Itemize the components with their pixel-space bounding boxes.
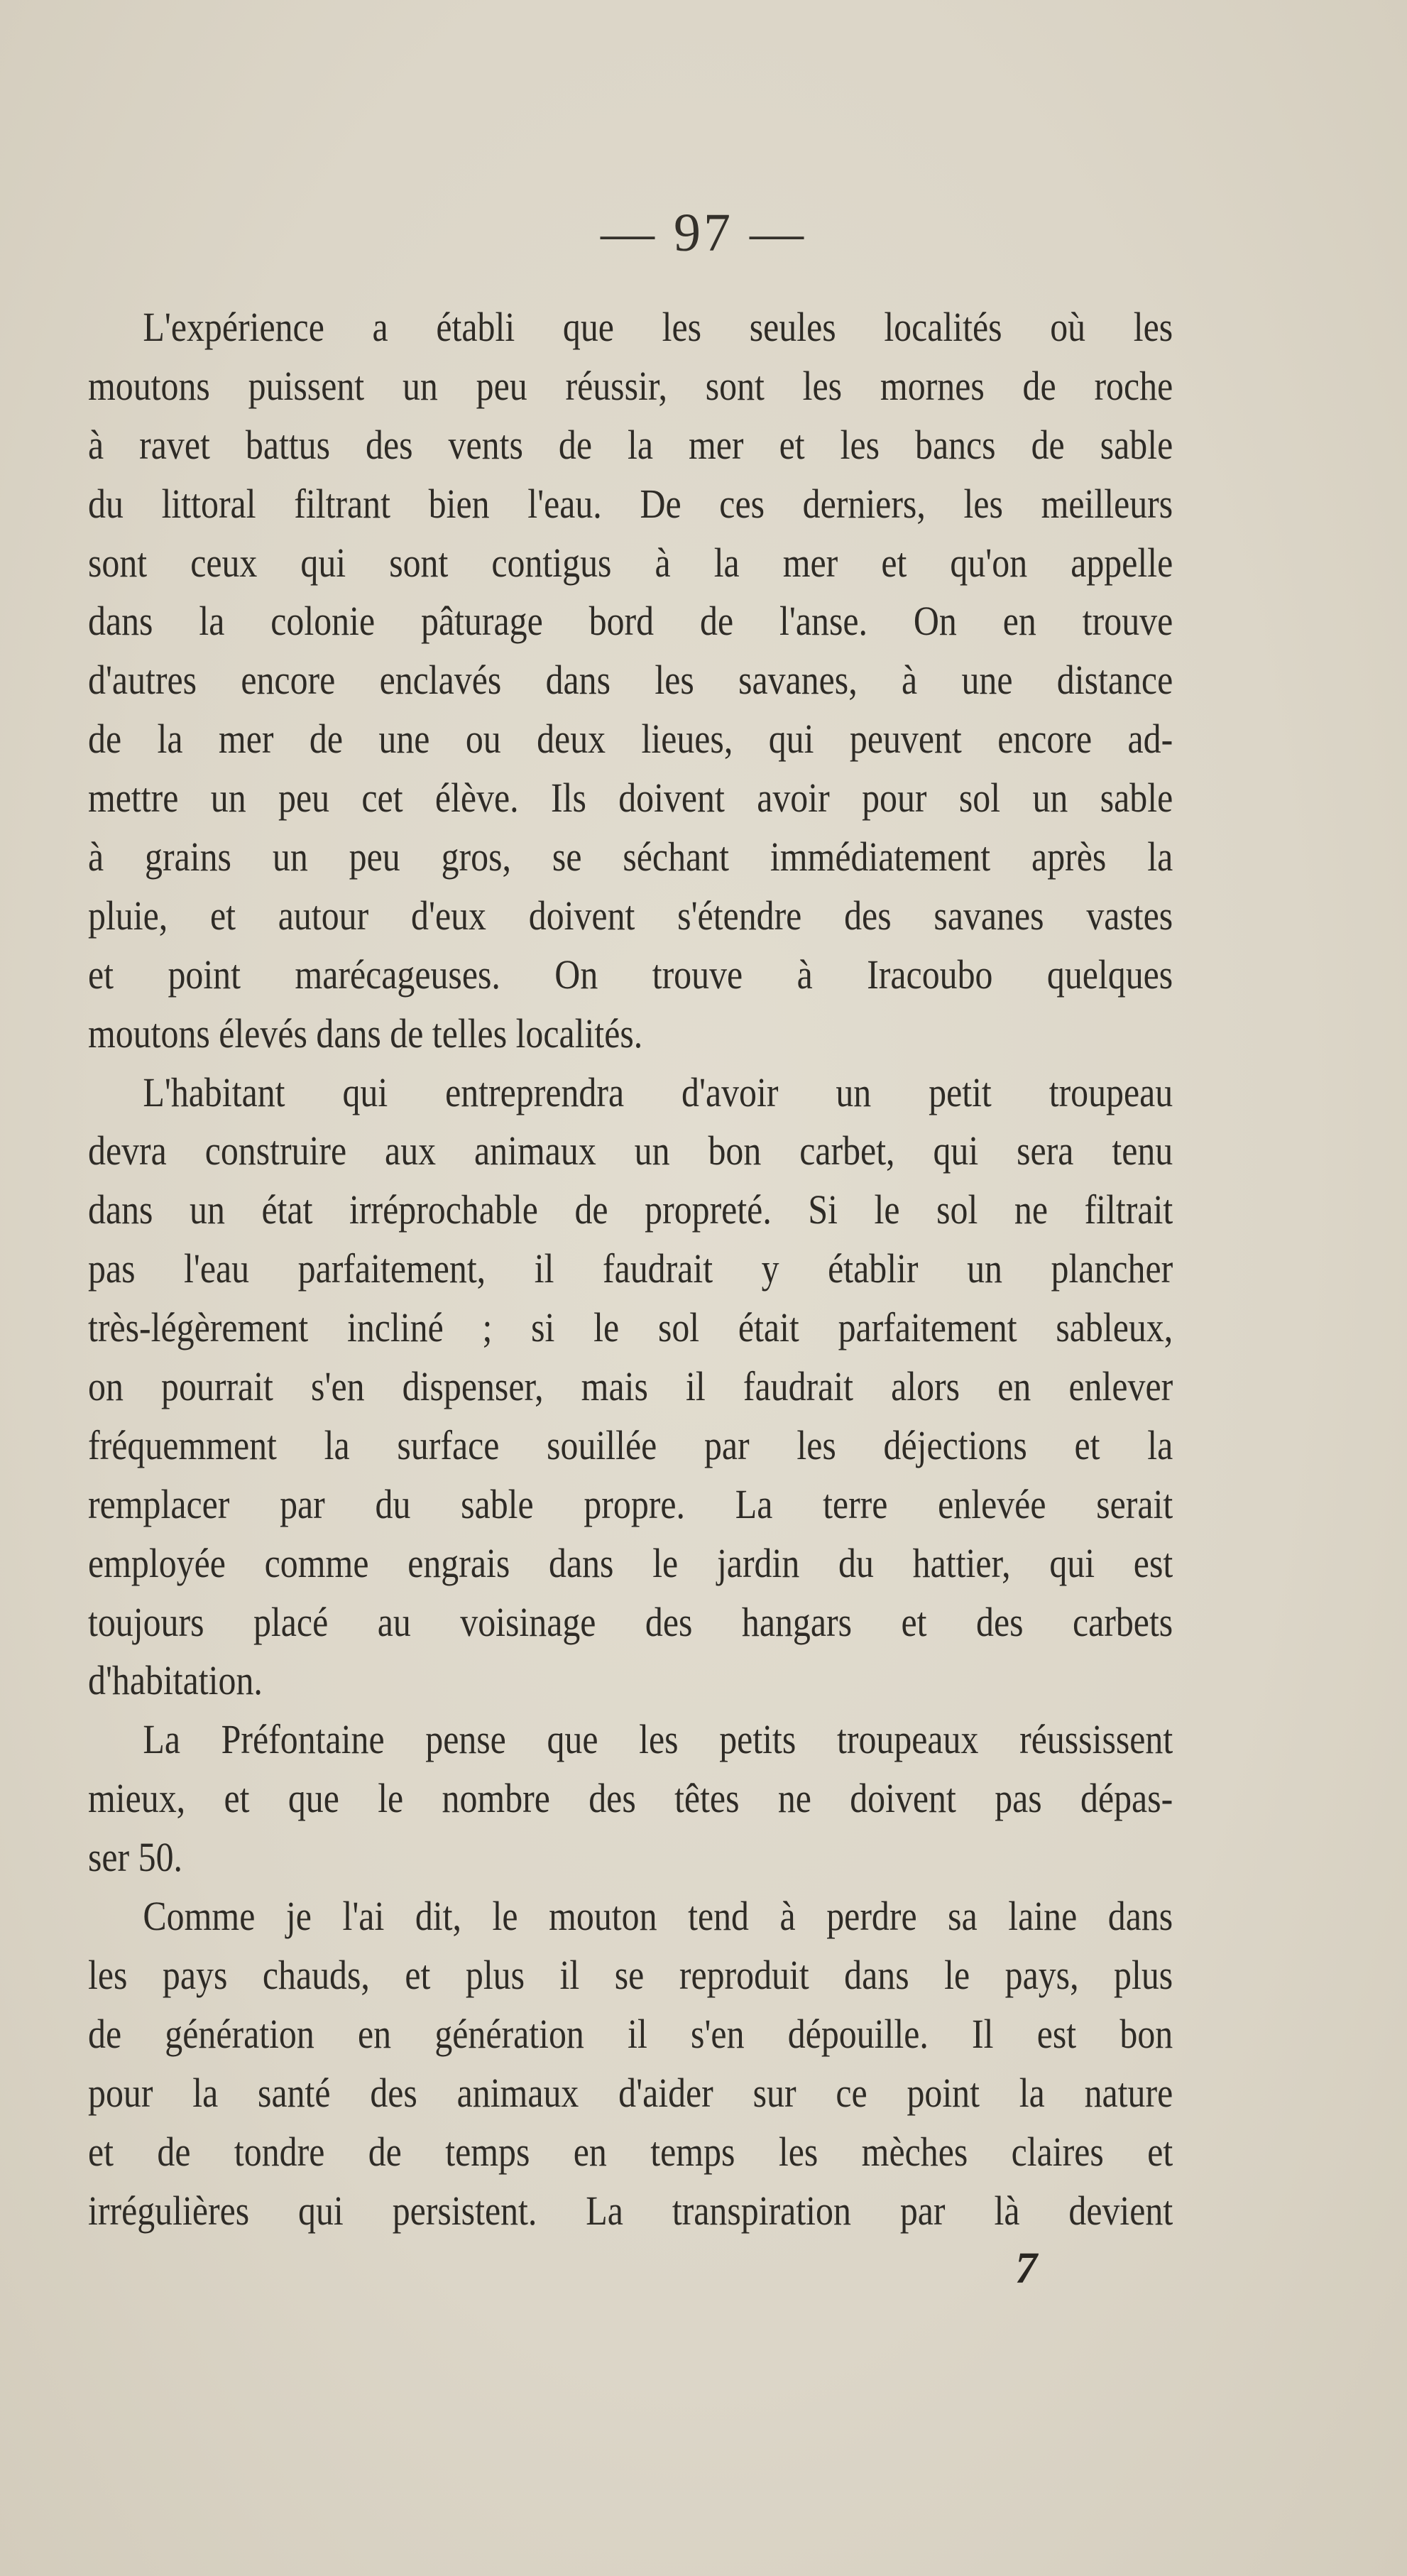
- signature-mark: 7: [1015, 2244, 1037, 2293]
- text-line: mettre un peu cet élève. Ils doivent avoir pour sol un sable: [88, 775, 1173, 822]
- text-line: très-légèrement incliné ; si le sol était parfaitement sableux,: [88, 1304, 1173, 1351]
- text-line: de génération en génération il s'en dépouille. Il est bon: [88, 2010, 1173, 2057]
- text-line: pluie, et autour d'eux doivent s'étendre des savanes vastes: [88, 892, 1173, 939]
- text-line: irrégulières qui persistent. La transpiration par là devient: [88, 2187, 1173, 2234]
- text-line: L'habitant qui entreprendra d'avoir un petit troupeau: [143, 1069, 1173, 1115]
- text-line: pour la santé des animaux d'aider sur ce point la nature: [88, 2069, 1173, 2116]
- text-line: on pourrait s'en dispenser, mais il faudrait alors en enlever: [88, 1363, 1173, 1410]
- text-line: d'autres encore enclavés dans les savanes, à une distance: [88, 657, 1173, 704]
- text-line: de la mer de une ou deux lieues, qui peuvent encore ad-: [88, 716, 1173, 763]
- text-line: devra construire aux animaux un bon carbet, qui sera tenu: [88, 1128, 1173, 1174]
- text-line: La Préfontaine pense que les petits troupeaux réussissent: [143, 1716, 1173, 1763]
- text-line: d'habitation.: [88, 1657, 263, 1704]
- text-line: ser 50.: [88, 1834, 182, 1881]
- text-line: à grains un peu gros, se séchant immédiatement après la: [88, 834, 1173, 880]
- text-line: L'expérience a établi que les seules localités où les: [143, 304, 1173, 350]
- text-line: dans la colonie pâturage bord de l'anse. On en trouve: [88, 598, 1173, 645]
- text-line: à ravet battus des vents de la mer et les bancs de sable: [88, 421, 1173, 468]
- text-line: du littoral filtrant bien l'eau. De ces derniers, les meilleurs: [88, 480, 1173, 527]
- text-line: fréquemment la surface souillée par les déjections et la: [88, 1421, 1173, 1468]
- text-line: pas l'eau parfaitement, il faudrait y établir un plancher: [88, 1245, 1173, 1292]
- text-line: et de tondre de temps en temps les mèches claires et: [88, 2128, 1173, 2175]
- text-line: remplacer par du sable propre. La terre enlevée serait: [88, 1480, 1173, 1527]
- text-line: et point marécageuses. On trouve à Iracoubo quelques: [88, 951, 1173, 998]
- text-line: moutons élevés dans de telles localités.: [88, 1010, 643, 1057]
- text-line: les pays chauds, et plus il se reproduit dans le pays, plus: [88, 1951, 1173, 1998]
- page-number-header: — 97 —: [601, 203, 806, 263]
- text-line: employée comme engrais dans le jardin du hattier, qui est: [88, 1539, 1173, 1586]
- text-line: dans un état irréprochable de propreté. Si le sol ne filtrait: [88, 1186, 1173, 1233]
- text-line: sont ceux qui sont contigus à la mer et qu'on appelle: [88, 539, 1173, 586]
- text-line: moutons puissent un peu réussir, sont les mornes de roche: [88, 362, 1173, 409]
- text-line: toujours placé au voisinage des hangars et des carbets: [88, 1598, 1173, 1645]
- text-line: mieux, et que le nombre des têtes ne doivent pas dépas-: [88, 1775, 1173, 1822]
- text-line: Comme je l'ai dit, le mouton tend à perdre sa laine dans: [143, 1893, 1173, 1940]
- body-text: [88, 298, 1173, 2240]
